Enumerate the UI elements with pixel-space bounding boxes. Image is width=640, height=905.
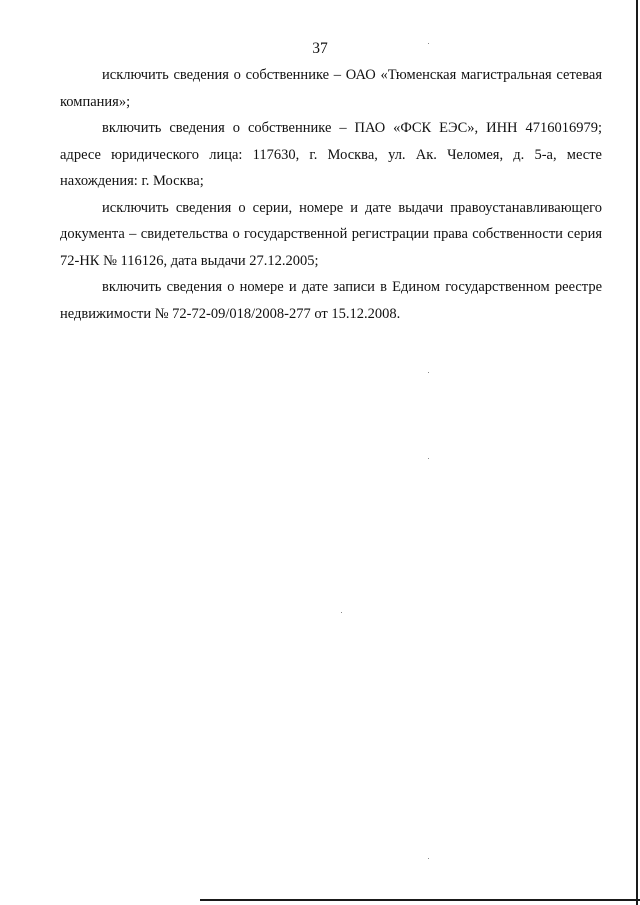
scan-speck	[428, 372, 429, 373]
scan-speck	[428, 458, 429, 459]
document-body	[60, 62, 602, 327]
scan-edge-right	[636, 0, 638, 905]
paragraph-exclude-certificate: исключить сведения о серии, номере и дате выдачи правоустанавливающего документа – свидетельства о государственной регистрации права собственности серия 72-НК № 116126, дата выдачи 27.12.2005;	[60, 199, 602, 269]
scan-speck	[341, 612, 342, 613]
scan-speck	[428, 43, 429, 44]
paragraph-include-registry-record: включить сведения о номере и дате записи в Едином государственном реестре недвижимости № 72-72-09/018/2008-277 от 15.12.2008.	[60, 279, 602, 322]
paragraph-include-owner: включить сведения о собственнике – ПАО «ФСК ЕЭС», ИНН 4716016979; адресе юридического лица: 117630, г. Москва, ул. Ак. Челомея, д. 5-а, месте нахождения: г. Москва;	[60, 120, 602, 189]
scan-edge-bottom	[200, 899, 640, 901]
page-number: 37	[312, 40, 328, 57]
paragraph-exclude-owner: исключить сведения о собственнике – ОАО «Тюменская магистральная сетевая компания»;	[60, 67, 602, 110]
scan-speck	[428, 858, 429, 859]
